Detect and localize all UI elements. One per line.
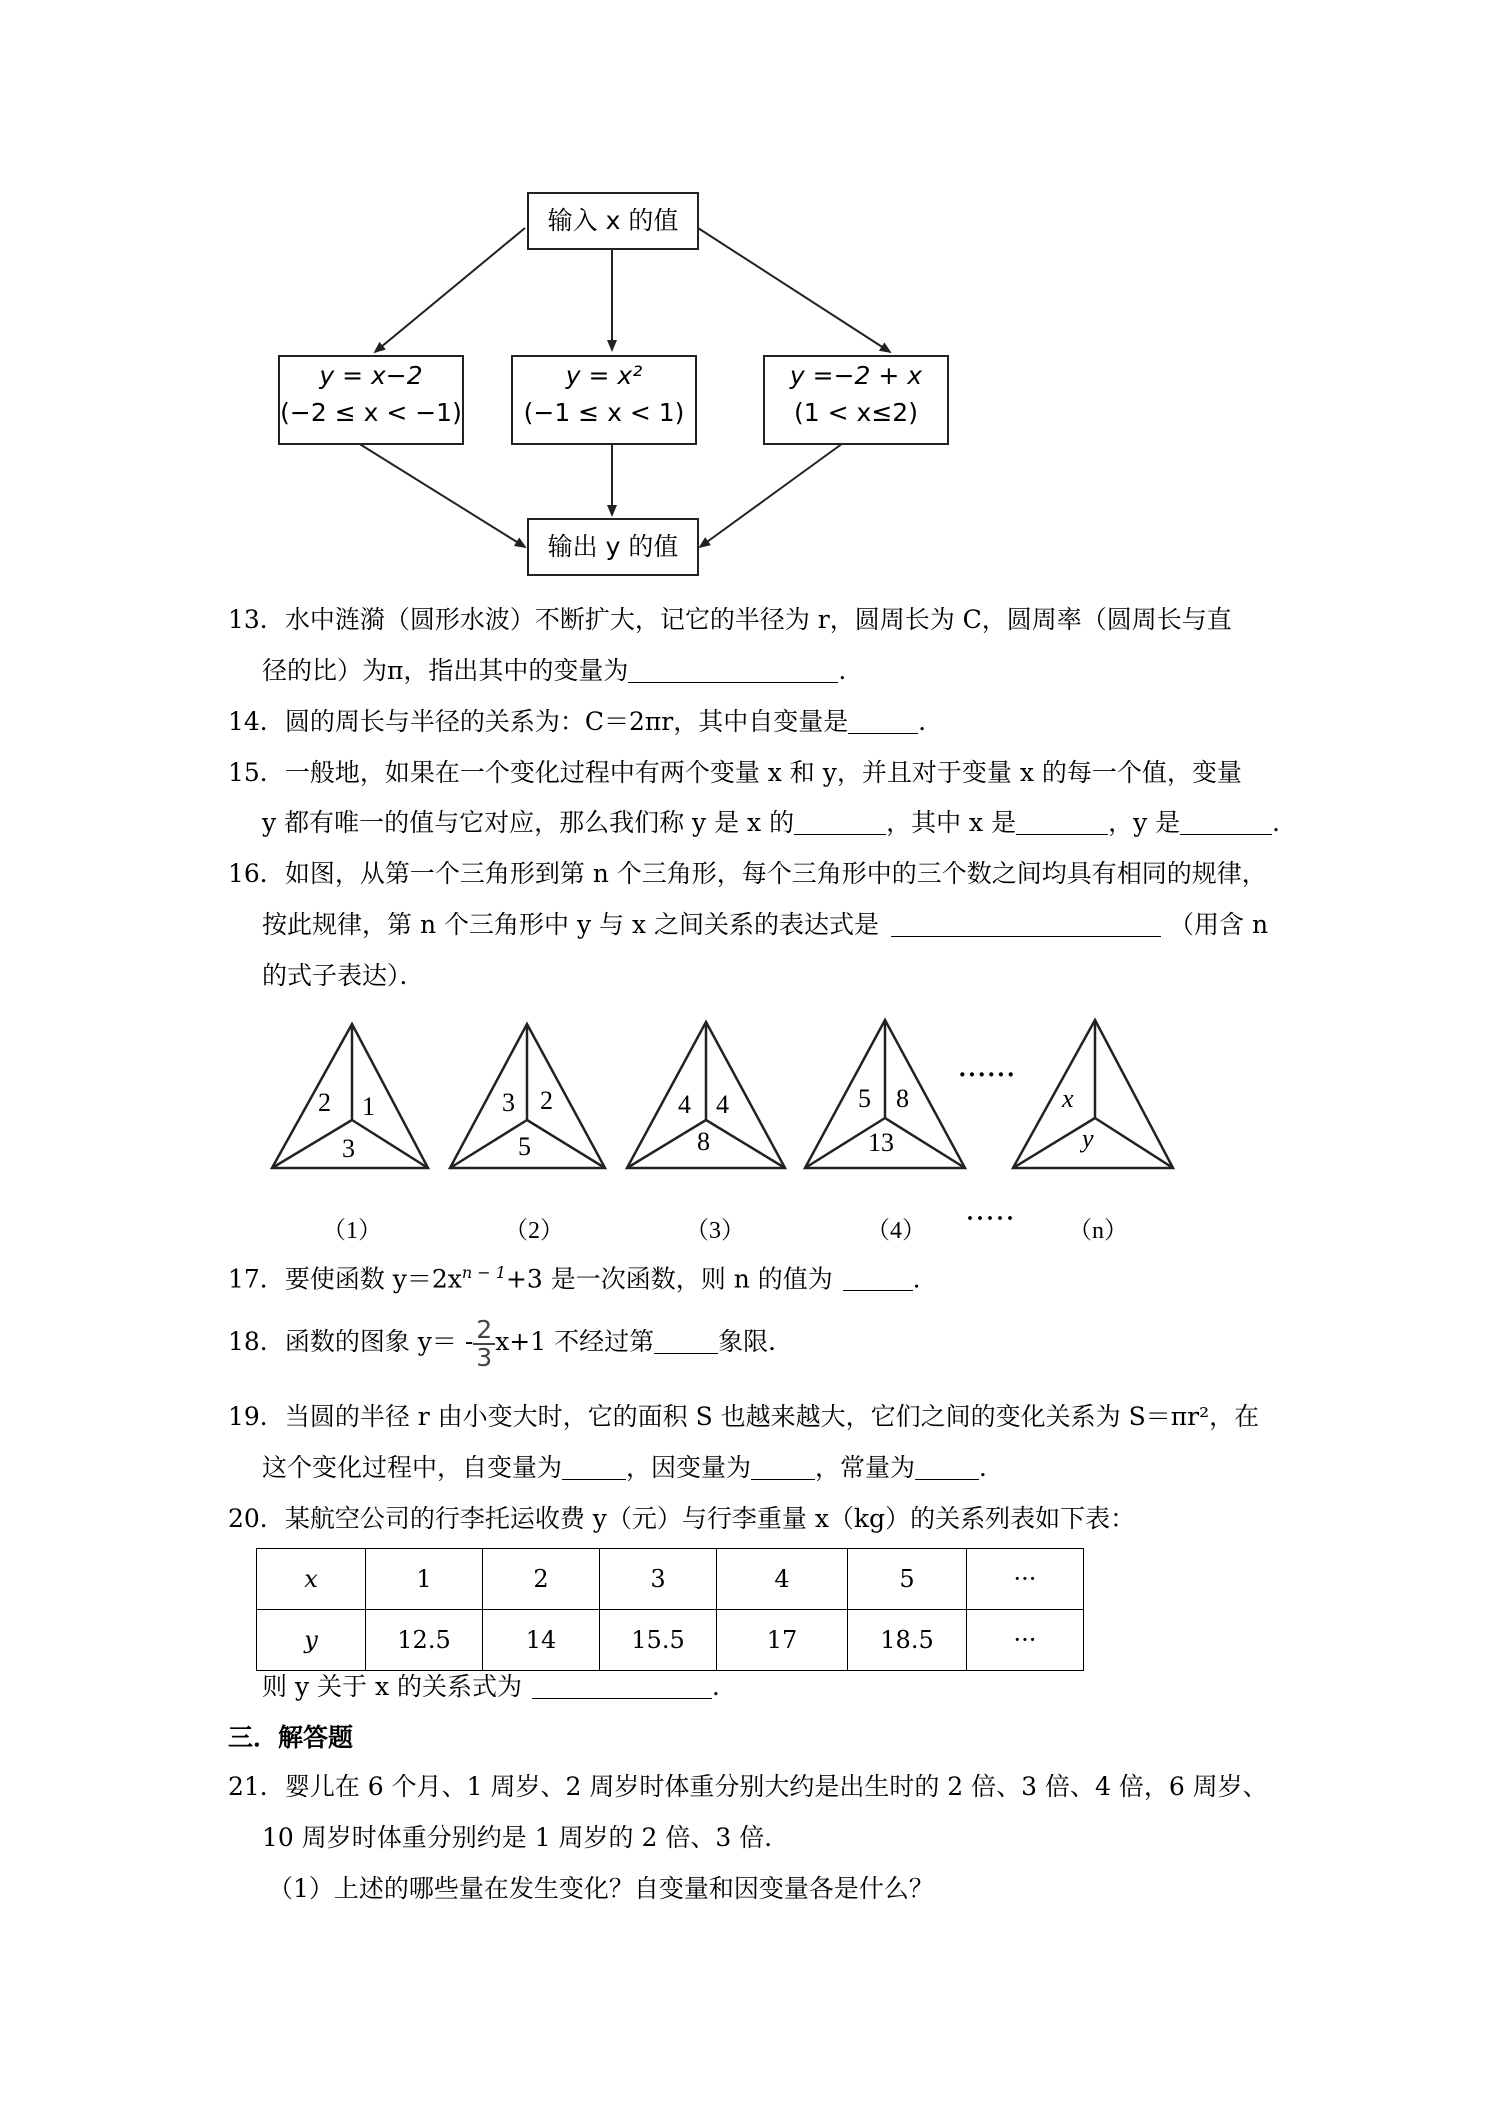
fraction-numerator: 2 xyxy=(473,1317,495,1345)
table-cell: 1 xyxy=(366,1549,483,1610)
branch-formula: y =−2 + x xyxy=(789,361,923,390)
question-19-line2 xyxy=(262,1445,1004,1491)
answer-blank-3[interactable] xyxy=(915,1453,979,1480)
answer-blank[interactable] xyxy=(848,707,918,734)
answer-blank[interactable] xyxy=(843,1264,913,1291)
triangle-caption-n: （n） xyxy=(1068,1218,1128,1244)
question-text: 按此规律，第 n 个三角形中 y 与 x 之间关系的表达式是 xyxy=(262,910,880,939)
punctuation: ． xyxy=(1272,808,1298,837)
question-13 xyxy=(228,597,1278,643)
question-number: 17． xyxy=(228,1264,285,1294)
punctuation: ． xyxy=(712,1672,738,1701)
table-cell: ··· xyxy=(967,1549,1084,1610)
answer-blank[interactable] xyxy=(628,656,838,683)
branch-formula: y = x−2 xyxy=(319,361,423,390)
question-text: 这个变化过程中，自变量为 xyxy=(262,1453,563,1482)
answer-blank-2[interactable] xyxy=(1016,808,1108,835)
question-number: 14． xyxy=(228,707,285,736)
table-cell: 17 xyxy=(717,1610,848,1671)
answer-blank[interactable] xyxy=(654,1327,718,1354)
question-number: 15． xyxy=(228,758,285,787)
question-text: ，其中 x 是 xyxy=(886,808,1017,837)
question-text: 要使函数 y＝2x xyxy=(284,1264,462,1294)
exponent: n − 1 xyxy=(461,1263,506,1282)
question-text: 径的比）为π，指出其中的变量为 xyxy=(262,656,629,685)
triangle-caption-ellipsis: ····· xyxy=(966,1206,1017,1232)
fraction xyxy=(473,1314,495,1372)
question-text: 圆的周长与半径的关系为：C＝2πr，其中自变量是 xyxy=(284,707,849,736)
triangle-3-right: 4 xyxy=(716,1090,729,1119)
triangle-4-left: 5 xyxy=(858,1084,871,1113)
triangle-caption-1: （1） xyxy=(322,1218,382,1244)
question-19 xyxy=(228,1394,1278,1440)
question-15-line2 xyxy=(262,800,1297,846)
question-text: 某航空公司的行李托运收费 y（元）与行李重量 x（kg）的关系列表如下表： xyxy=(284,1504,1136,1533)
question-number: 13． xyxy=(228,605,285,634)
branch-formula: y = x² xyxy=(565,361,643,390)
triangle-caption-2: （2） xyxy=(504,1218,564,1244)
question-text: 水中涟漪（圆形水波）不断扩大，记它的半径为 r，圆周长为 C，圆周率（圆周长与直 xyxy=(284,605,1232,634)
question-20 xyxy=(228,1496,1278,1542)
question-text: 当圆的半径 r 由小变大时，它的面积 S 也越来越大，它们之间的变化关系为 S＝πr²，在 xyxy=(284,1402,1260,1431)
answer-blank[interactable] xyxy=(891,910,1161,937)
branch-condition: (−1 ≤ x < 1) xyxy=(523,398,685,427)
table-cell: 2 xyxy=(483,1549,600,1610)
table-cell: 15.5 xyxy=(600,1610,717,1671)
flowchart-input-text: 输入 x 的值 xyxy=(547,206,679,235)
question-21-line2 xyxy=(262,1815,789,1861)
triangle-3-bottom: 8 xyxy=(697,1127,710,1156)
punctuation: ． xyxy=(838,656,864,685)
question-number: 18． xyxy=(228,1327,285,1356)
triangle-4-bottom: 13 xyxy=(868,1128,894,1157)
table-cell: y xyxy=(257,1610,366,1671)
flowchart-output-box xyxy=(527,518,699,576)
triangle-n-bottom: y xyxy=(1082,1124,1094,1153)
flowchart-branch-3 xyxy=(763,355,949,445)
question-text: ，y 是 xyxy=(1108,808,1181,837)
triangle-caption-4: （4） xyxy=(866,1218,926,1244)
question-16-line2 xyxy=(262,902,1268,948)
punctuation: ． xyxy=(979,1453,1005,1482)
table-cell: 14 xyxy=(483,1610,600,1671)
triangle-caption-3: （3） xyxy=(685,1218,745,1244)
fraction-denominator: 3 xyxy=(476,1342,493,1372)
question-number: 21． xyxy=(228,1772,285,1801)
triangle-1-right: 1 xyxy=(362,1092,375,1121)
table-cell: ··· xyxy=(967,1610,1084,1671)
branch-condition: (−2 ≤ x < −1) xyxy=(280,398,462,427)
triangle-2-right: 2 xyxy=(540,1086,553,1115)
triangle-1-left: 2 xyxy=(318,1088,331,1117)
triangle-2-bottom: 5 xyxy=(518,1132,531,1161)
question-text: 一般地，如果在一个变化过程中有两个变量 x 和 y，并且对于变量 x 的每一个值，变量 xyxy=(284,758,1242,787)
triangle-1-bottom: 3 xyxy=(342,1134,355,1163)
answer-blank-1[interactable] xyxy=(794,808,886,835)
triangle-3-left: 4 xyxy=(678,1090,691,1119)
triangle-pattern-figure xyxy=(0,1000,1488,1240)
table-cell: 18.5 xyxy=(848,1610,967,1671)
question-text: 婴儿在 6 个月、1 周岁、2 周岁时体重分别大约是出生时的 2 倍、3 倍、4 倍，6 周岁、 xyxy=(284,1772,1268,1801)
answer-blank[interactable] xyxy=(532,1672,712,1699)
answer-blank-2[interactable] xyxy=(751,1453,815,1480)
question-15 xyxy=(228,750,1278,796)
question-text: 则 y 关于 x 的关系式为 xyxy=(262,1672,523,1701)
table-cell: 3 xyxy=(600,1549,717,1610)
flowchart-output-text: 输出 y 的值 xyxy=(547,532,679,561)
triangle-n-left: x xyxy=(1062,1084,1074,1113)
answer-blank-1[interactable] xyxy=(562,1453,626,1480)
table-cell: 5 xyxy=(848,1549,967,1610)
question-number: 20． xyxy=(228,1504,285,1533)
question-text: ，因变量为 xyxy=(626,1453,752,1482)
question-text: ，常量为 xyxy=(815,1453,916,1482)
question-20-answer xyxy=(262,1664,737,1710)
branch-condition: (1 < x≤2) xyxy=(794,398,918,427)
triangle-4-right: 8 xyxy=(896,1084,909,1113)
punctuation: ． xyxy=(918,707,944,736)
question-text: 象限． xyxy=(718,1327,794,1356)
flowchart-input-box xyxy=(527,192,699,250)
question-21-sub1 xyxy=(268,1866,934,1912)
section-heading: 三．解答题 xyxy=(228,1723,354,1752)
question-14 xyxy=(228,699,1278,745)
question-text: x+1 不经过第 xyxy=(495,1327,655,1356)
table-row-x xyxy=(257,1549,1084,1610)
question-text: 的式子表达）． xyxy=(262,961,425,990)
question-text: 如图，从第一个三角形到第 n 个三角形，每个三角形中的三个数之间均具有相同的规律， xyxy=(284,859,1267,888)
question-21 xyxy=(228,1764,1278,1810)
question-16 xyxy=(228,851,1278,897)
table-cell: 4 xyxy=(717,1549,848,1610)
table-cell: x xyxy=(257,1549,366,1610)
question-text: y 都有唯一的值与它对应，那么我们称 y 是 x 的 xyxy=(262,808,795,837)
table-row-y xyxy=(257,1610,1084,1671)
question-text: 10 周岁时体重分别约是 1 周岁的 2 倍、3 倍． xyxy=(262,1823,790,1852)
question-text: +3 是一次函数，则 n 的值为 xyxy=(505,1264,833,1294)
triangle-ellipsis: ······ xyxy=(958,1060,1017,1089)
punctuation: ． xyxy=(912,1264,938,1294)
triangle-2-left: 3 xyxy=(502,1088,515,1117)
flowchart-arrows xyxy=(0,0,1488,600)
question-text: （1）上述的哪些量在发生变化？自变量和因变量各是什么？ xyxy=(268,1874,934,1903)
fee-table xyxy=(256,1548,1084,1671)
flowchart-branch-1 xyxy=(278,355,464,445)
question-13-line2 xyxy=(262,648,863,694)
question-18 xyxy=(228,1312,1278,1372)
question-number: 16． xyxy=(228,859,285,888)
table-cell: 12.5 xyxy=(366,1610,483,1671)
question-17 xyxy=(228,1250,1278,1302)
question-number: 19． xyxy=(228,1402,285,1431)
question-text: （用含 n xyxy=(1169,910,1269,939)
question-text: 函数的图象 y＝ - xyxy=(284,1327,474,1356)
flowchart-branch-2 xyxy=(511,355,697,445)
question-16-line3 xyxy=(262,953,425,999)
answer-blank-3[interactable] xyxy=(1180,808,1272,835)
